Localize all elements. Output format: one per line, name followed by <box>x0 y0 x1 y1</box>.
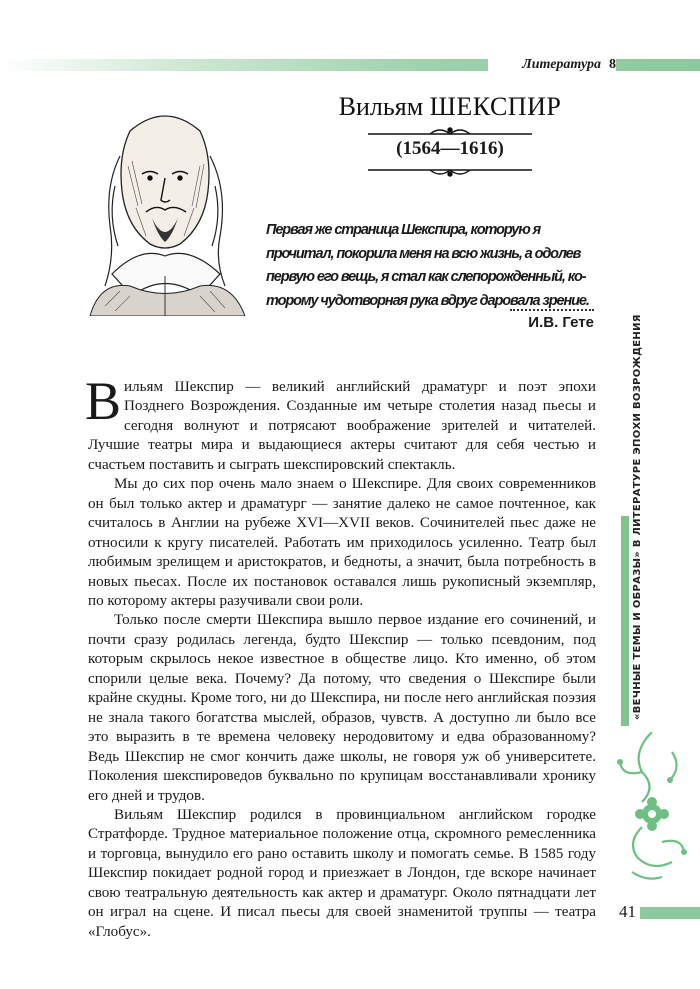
portrait-engraving <box>60 96 270 316</box>
paragraph: Мы до сих пор очень мало знаем о Шекспире. Для своих современников он был только актер и драматург — занятие далеко не самое почтенное, как считалось в Англии на рубеже XVI—XVII веков. Сочинителей пьес даже не относили к кругу писателей. Работать им приходилось усиленно. Театр был любимым зрелищем и аристократов, и бедноты, а значит, была потребность в новых пьесах. После их постановок оставался лишь рукописный экземпляр, по которому актеры разучивали свои роли. <box>88 476 596 609</box>
title-first-name: Вильям <box>338 92 424 121</box>
page-title <box>300 92 600 122</box>
epigraph-author: И.В. Гете <box>528 314 594 331</box>
epigraph-line: Первая же страница Шекспира, которую я <box>266 222 541 238</box>
epigraph-line: первую его вещь, я стал как слепорожденный, ко- <box>266 269 586 285</box>
footer-bar <box>640 907 700 919</box>
side-accent-strip <box>621 516 629 726</box>
floral-ornament <box>612 732 692 882</box>
epigraph-line: прочитал, покорила меня на всю жизнь, а одолев <box>266 245 581 262</box>
years-block <box>360 126 540 186</box>
running-header <box>488 55 616 75</box>
epigraph <box>266 219 596 313</box>
paragraph: Только после смерти Шекспира вышло первое издание его сочинений, и почти сразу родилась легенда, будто Шекспир — только псевдоним, под которым скрылось некое известное в обществе лицо. Кто именно, об этом спорили целые века. Почему? Да потому, что сведения о Шекспире были крайне скудны. Кроме того, ни до Шекспира, ни после него английская поэзия не знала такого богатства мыслей, образов, чувств. А доступно ли было все это выразить в те времена человеку неродовитому и едва образованному? Ведь Шекспир не смог кончить даже школы, не говоря уж об университете. Поколения шекспироведов буквально по крупицам восстанавливали хронику его дней и трудов. <box>88 612 596 804</box>
side-section-title: «ВЕЧНЫЕ ТЕМЫ И ОБРАЗЫ» В ЛИТЕРАТУРЕ ЭПОХИ ВОЗРОЖДЕНИЯ <box>632 314 643 720</box>
article-body <box>85 371 596 942</box>
page-number: 41 <box>619 902 636 921</box>
life-years: (1564—1616) <box>396 138 504 159</box>
header-grade: 8 <box>609 57 616 72</box>
epigraph-line: торому чудотворная рука вдруг даровала зрение. <box>266 292 589 309</box>
paragraph <box>85 371 596 475</box>
paragraph: Вильям Шекспир родился в провинциальном английском городке Стратфорде. Трудное материальное положение отца, скромного ремесленника и торговца, вынудило его рано оставить школу и помогать семье. В 1585 году Шекспир покидает родной город и приезжает в Лондон, где вскоре начинает свою театральную деятельность как актер и драматург. Около пятнадцати лет он играл на сцене. И писал пьесы для своей знаменитой труппы — театра «Глобус». <box>88 806 596 940</box>
header-section: Литература <box>522 57 601 72</box>
paragraph-text: ильям Шекспир — великий английский драматург и поэт эпохи Позднего Возрождения. Созданные им четыре столетия назад пьесы и сегодня волнуют и потрясают воображение зрителей и читателей. Лучшие театры мира и выдающиеся актеры считают для себя честью и счастьем поставить и сыграть шекспировский спектакль. <box>88 379 596 473</box>
drop-cap: В <box>85 371 122 431</box>
title-last-name: ШЕКСПИР <box>429 92 562 121</box>
